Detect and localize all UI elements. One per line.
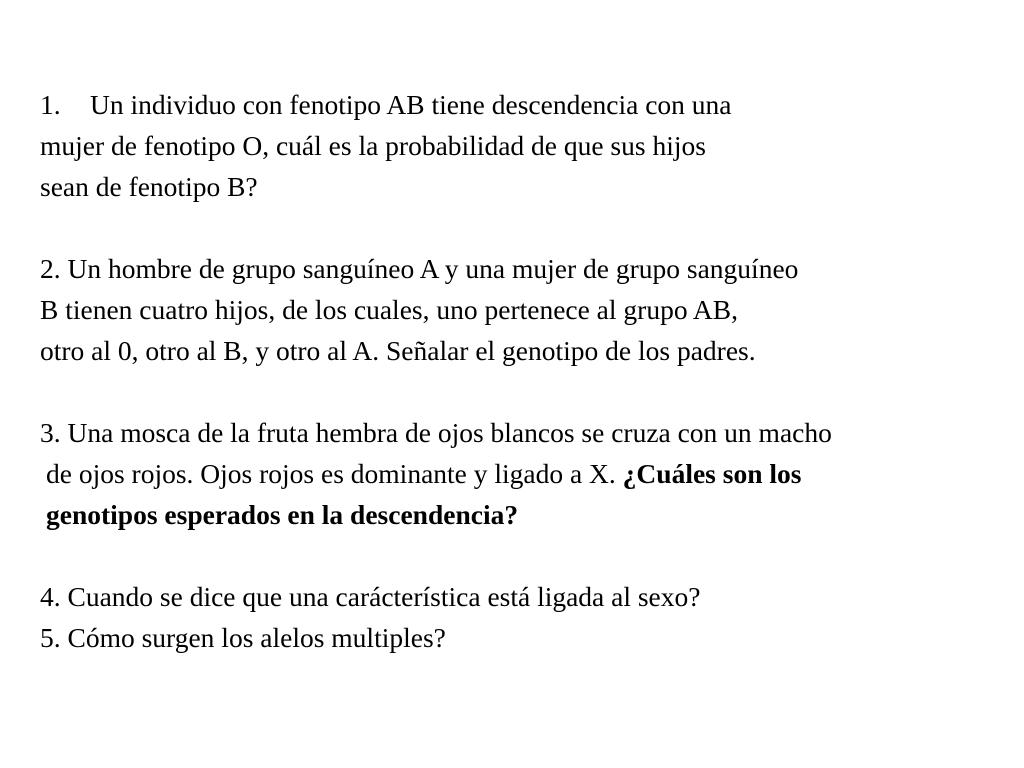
spacer (40, 207, 1024, 248)
question-1-number: 1. (40, 89, 61, 120)
question-3-bold-question-end: genotipos esperados en la descendencia? (46, 499, 519, 530)
question-1-line-1 (40, 84, 1024, 125)
question-3-line-2 (40, 453, 1024, 494)
question-1-text-1: Un individuo con fenotipo AB tiene descendencia con una (90, 89, 732, 120)
question-2-line-1: 2. Un hombre de grupo sanguíneo A y una mujer de grupo sanguíneo (40, 253, 799, 284)
question-5: 5. Cómo surgen los alelos multiples? (40, 622, 446, 653)
question-3-bold-question-start: ¿Cuáles son los (622, 458, 802, 489)
question-2-line-3: otro al 0, otro al B, y otro al A. Señalar el genotipo de los padres. (40, 335, 756, 366)
question-3-plain-text: de ojos rojos. Ojos rojos es dominante y ligado a X. (46, 458, 623, 489)
questions-text-block (40, 84, 1024, 658)
question-3-line-3 (40, 494, 1024, 535)
question-3-line-1: 3. Una mosca de la fruta hembra de ojos blancos se cruza con un macho (40, 417, 832, 448)
question-1-line-2: mujer de fenotipo O, cuál es la probabilidad de que sus hijos (40, 130, 706, 161)
question-1-line-3: sean de fenotipo B? (40, 171, 258, 202)
spacer (40, 371, 1024, 412)
question-4: 4. Cuando se dice que una carácterística está ligada al sexo? (40, 581, 701, 612)
spacer (40, 535, 1024, 576)
question-2-line-2: B tienen cuatro hijos, de los cuales, uno pertenece al grupo AB, (40, 294, 739, 325)
